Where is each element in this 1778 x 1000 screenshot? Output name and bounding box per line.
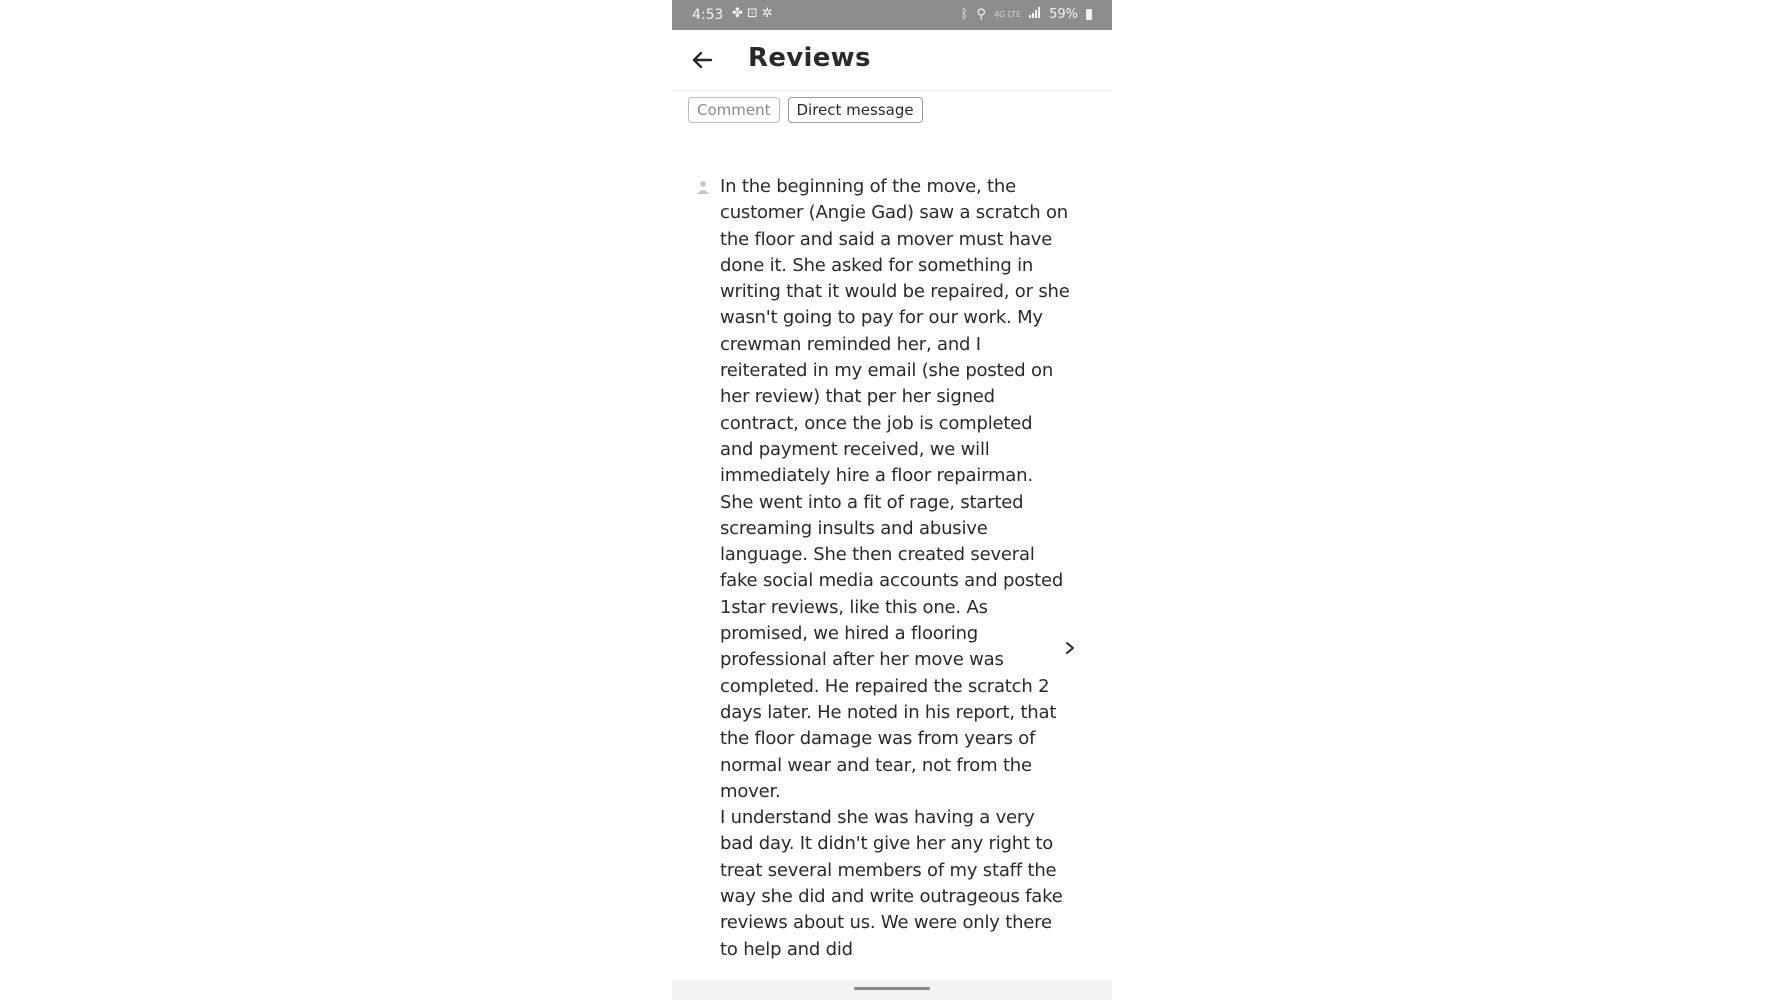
status-right-icons (961, 7, 1092, 22)
battery-icon (1086, 9, 1092, 20)
page-title: Reviews (748, 43, 871, 73)
person-icon (696, 180, 710, 196)
reply-tabs (688, 97, 923, 123)
back-arrow-icon (691, 49, 713, 71)
alarm-icon: ⚲ (976, 7, 986, 22)
home-indicator[interactable] (854, 987, 930, 990)
status-time: 4:53 (692, 7, 724, 23)
status-bar (672, 0, 1112, 30)
signal-icon (1029, 7, 1041, 22)
back-button[interactable] (686, 44, 718, 76)
tab-direct-message[interactable]: Direct message (788, 97, 923, 123)
bluetooth-icon: ᛒ (960, 7, 969, 22)
app-bar (672, 30, 1112, 91)
image-icon: ⊡ (746, 6, 758, 21)
network-label: 4G LTE (993, 10, 1022, 19)
tab-comment[interactable]: Comment (688, 97, 780, 123)
navigation-bar (672, 980, 1112, 1000)
status-notification-icons (732, 6, 773, 21)
review-text: In the beginning of the move, the customer (Angie Gad) saw a scratch on the floor and said a mover must have done it. She asked for something in writing that it would be repaired, or she wasn't going to pay for our work. My crewman reminded her, and I reiterated in my email (she posted on her review) that per her signed contract, once the job is completed and payment received, we will immediately hire a floor repairman. She went into a fit of rage, started screaming insults and abusive language. She then created several fake social media accounts and posted 1star reviews, like this one. As promised, we hired a flooring professional after her move was completed. He repaired the scratch 2 days later. He noted in his report, that the floor damage was from years of normal wear and tear, not from the mover. I understand she was having a very bad day. It didn't give her any right to treat several members of my staff the way she did and write outrageous fake reviews about us. We were only there to help and did (720, 176, 1070, 960)
battery-percent: 59% (1049, 7, 1078, 22)
sparkle-icon: ✲ (761, 6, 773, 21)
phone-screen (672, 0, 1112, 1000)
chevron-right-icon (1064, 641, 1076, 655)
expand-review-button[interactable] (1058, 636, 1082, 660)
settings-fan-icon: ✤ (732, 6, 743, 21)
